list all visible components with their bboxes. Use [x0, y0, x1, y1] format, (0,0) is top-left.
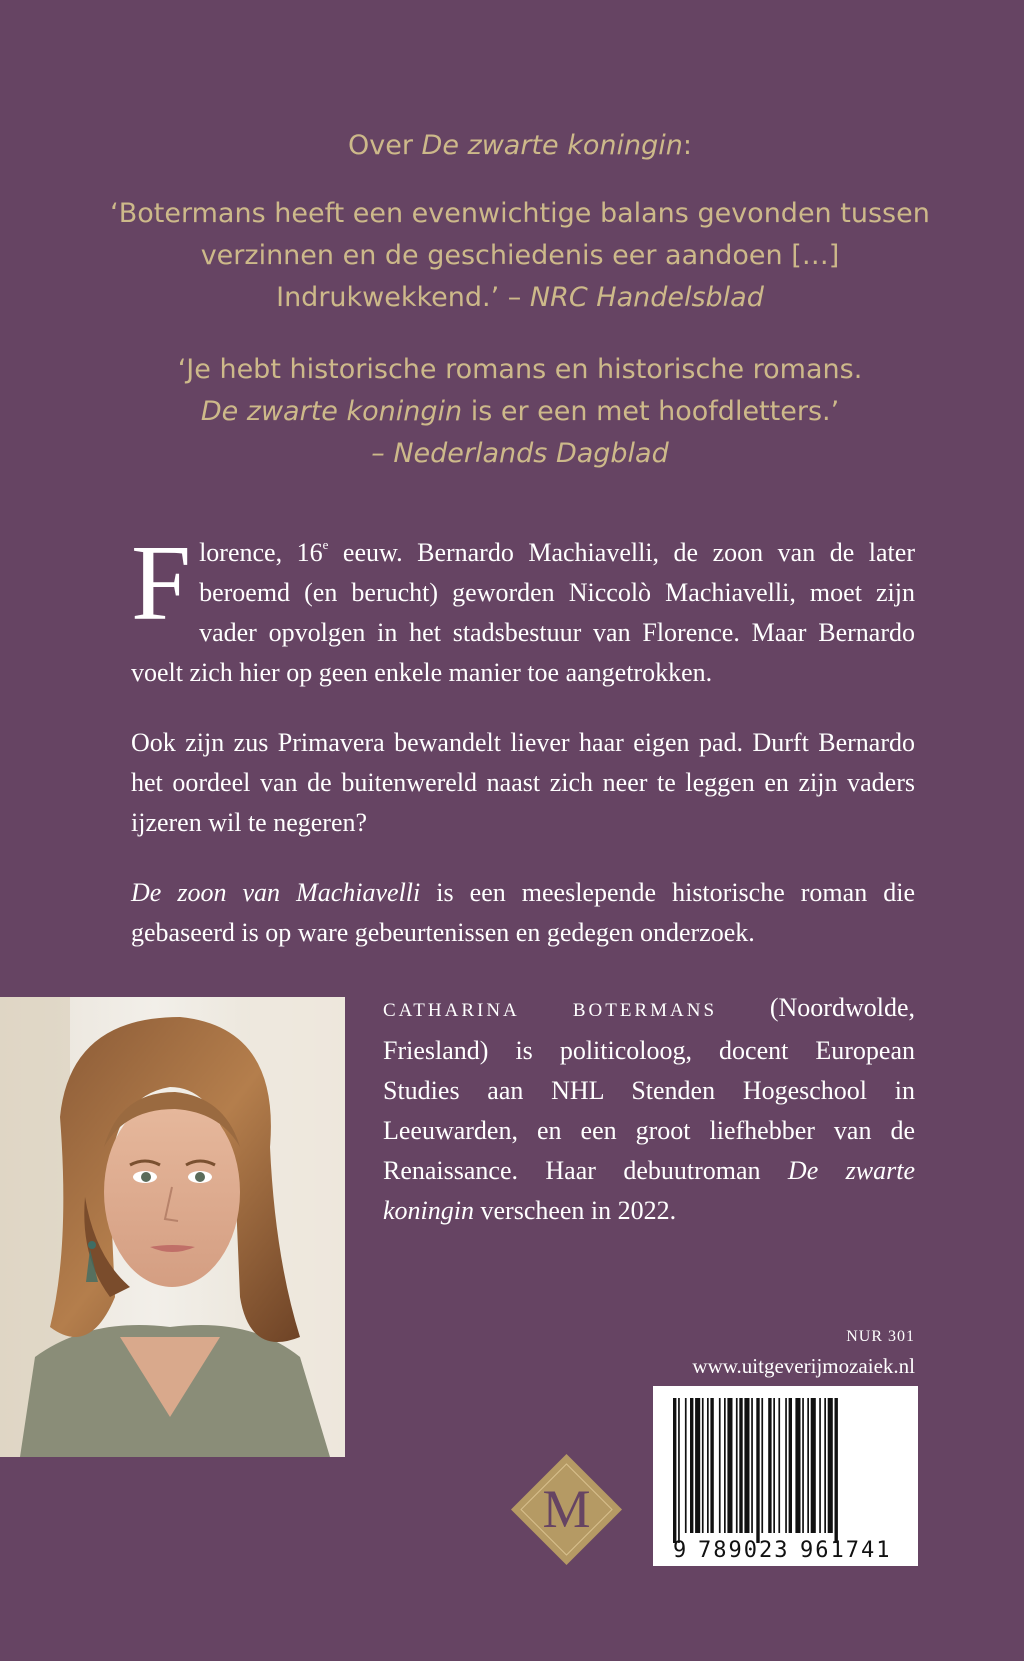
isbn-group-2: 961741 — [800, 1538, 892, 1563]
quote-nd-source: – Nederlands Dagblad — [371, 438, 669, 469]
barcode-bar — [736, 1398, 738, 1533]
blurb-paragraph-1: Florence, 16e eeuw. Bernardo Machiavelli, de zoon van de later beroemd (en berucht) geworden Niccolò Machiavelli, moet zijn vader opvolgen in het stadsbestuur van Florence. Maar Bernardo voelt zich hier op geen enkele manier toe aangetrokken. — [131, 524, 915, 687]
barcode-bar — [802, 1398, 804, 1533]
isbn-barcode — [653, 1386, 918, 1566]
publisher-url[interactable]: www.uitgeverijmozaiek.nl — [692, 1354, 915, 1378]
barcode-bar — [724, 1398, 726, 1533]
author-photo — [0, 997, 345, 1457]
author-bio: CATHARINA BOTERMANS (Noordwolde, Friesland) is politicoloog, docent European Studies aan NHL Stenden Hogeschool in Leeuwarden, en een groot liefhebber van de Renaissance. Haar debuutroman De zwarte koningin verscheen in 2022. — [383, 993, 915, 1225]
barcode-bar — [707, 1398, 709, 1533]
barcode-bar — [739, 1398, 742, 1533]
barcode-bar — [702, 1398, 704, 1533]
barcode-bar — [719, 1398, 721, 1533]
barcode-bar — [819, 1398, 821, 1533]
isbn-first-digit: 9 — [673, 1538, 687, 1563]
barcode-bar — [835, 1398, 838, 1543]
mozaiek-diamond-logo — [509, 1452, 624, 1567]
barcode-bar — [773, 1398, 775, 1533]
barcode-bar — [744, 1398, 749, 1533]
barcode-bar — [811, 1398, 816, 1533]
nur-code: NUR 301 — [846, 1328, 915, 1345]
author-portrait-illustration — [0, 997, 345, 1457]
blurb-paragraph-2: Ook zijn zus Primavera bewandelt liever haar eigen pad. Durft Bernardo het oordeel van de buitenwereld naast zich neer te leggen en zijn vaders ijzeren wil te negeren? — [131, 728, 915, 837]
quote-nrc: ‘Botermans heeft een evenwichtige balans gevonden tussen verzinnen en de geschiedenis eer aandoen […] Indrukwekkend.’ – NRC Handelsblad — [110, 198, 930, 313]
quote-nd-title: De zwarte koningin — [200, 396, 463, 427]
barcode-bar — [756, 1398, 759, 1543]
quote-nrc-source: NRC Handelsblad — [529, 282, 764, 313]
barcode-bar — [678, 1398, 680, 1543]
barcode-bar — [785, 1398, 787, 1533]
barcode-bar — [778, 1398, 780, 1533]
drop-cap: F — [131, 524, 192, 643]
barcode-bar — [673, 1398, 676, 1543]
barcode-bar — [768, 1398, 771, 1533]
barcode-bar — [761, 1398, 763, 1533]
quote-nd: ‘Je hebt historische romans en historische romans. De zwarte koningin is er een met hoofdletters.’ – Nederlands Dagblad — [177, 354, 863, 469]
barcode-bar — [727, 1398, 732, 1533]
review-quotes — [110, 125, 930, 475]
logo-letter: M — [542, 1479, 591, 1539]
blurb — [131, 524, 915, 983]
barcode-bar — [807, 1398, 809, 1533]
barcode-bar — [751, 1398, 753, 1533]
barcode-bar — [695, 1398, 700, 1533]
debut-title: De zwarte koningin — [383, 1156, 915, 1225]
author-name: CATHARINA BOTERMANS — [383, 1000, 718, 1021]
barcode-bar — [824, 1398, 826, 1533]
blurb-paragraph-3: De zoon van Machiavelli is een meeslepende historische roman die gebaseerd is op ware gebeurtenissen en gedegen onderzoek. — [131, 878, 915, 947]
book-title: De zoon van Machiavelli — [131, 878, 421, 907]
barcode-bar — [690, 1398, 693, 1533]
barcode-bar — [828, 1398, 833, 1533]
barcode-bar — [795, 1398, 800, 1533]
quotes-heading: Over De zwarte koningin: — [348, 130, 692, 161]
barcode-bar — [789, 1398, 792, 1533]
isbn-group-1: 789023 — [698, 1538, 790, 1563]
barcode-bar — [685, 1398, 687, 1533]
quotes-heading-title: De zwarte koningin — [421, 130, 683, 161]
barcode-bar — [710, 1398, 713, 1533]
publisher-logo — [509, 1452, 624, 1567]
